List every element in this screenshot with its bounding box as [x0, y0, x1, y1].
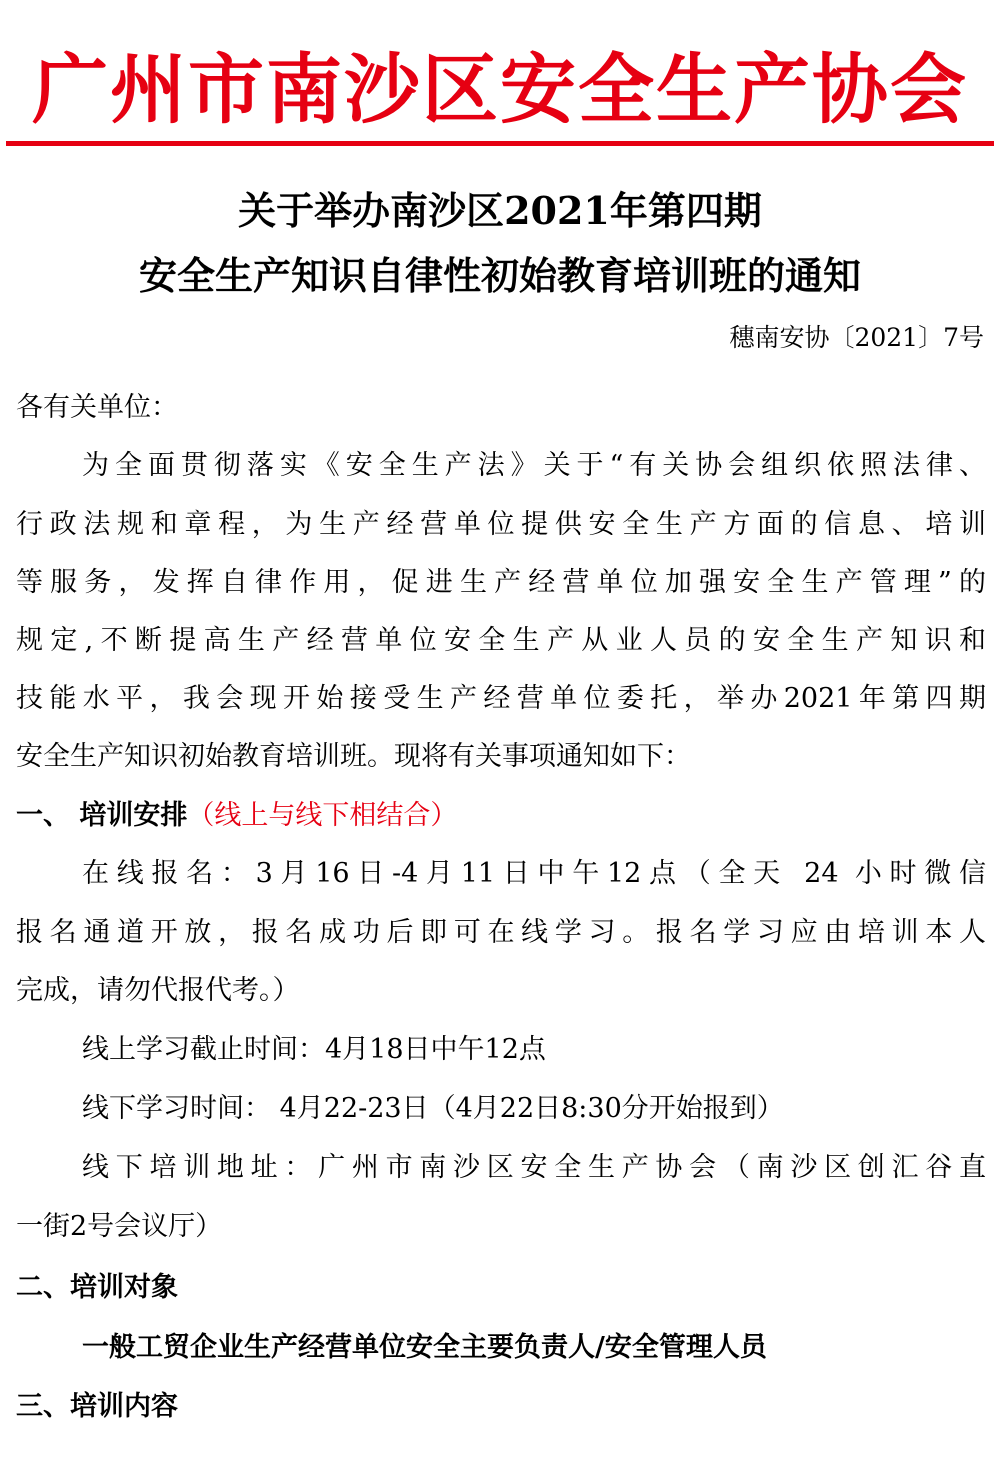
online-deadline: 线上学习截止时间：4月18日中午12点: [82, 1034, 546, 1065]
registration-line: 在线报名：3月16日-4月11日中午12点（全天 24 小时微信: [82, 858, 986, 889]
intro-line: 为全面贯彻落实《安全生产法》关于“有关协会组织依照法律、: [82, 450, 986, 481]
intro-line: 行政法规和章程，为生产经营单位提供安全生产方面的信息、培训: [16, 509, 986, 540]
registration-line: 完成，请勿代报代考。）: [16, 975, 300, 1006]
section1-heading-row: [16, 794, 986, 838]
venue-line: 线下培训地址：广州市南沙区安全生产协会（南沙区创汇谷直: [82, 1152, 986, 1183]
intro-line: 等服务，发挥自律作用，促进生产经营单位加强安全生产管理”的: [16, 567, 986, 598]
salutation: 各有关单位：: [16, 392, 178, 423]
registration-line: 报名通道开放，报名成功后即可在线学习。报名学习应由培训本人: [16, 917, 986, 948]
offline-time: 线下学习时间： 4月22-23日（4月22日8:30分开始报到）: [82, 1093, 784, 1124]
section1-heading: 一、 培训安排: [16, 800, 188, 831]
venue-line: 一街2号会议厅）: [16, 1211, 223, 1242]
letterhead-red-rule: [6, 141, 994, 146]
document-title-line2: 安全生产知识自律性初始教育培训班的通知: [138, 253, 861, 298]
intro-line: 安全生产知识初始教育培训班。现将有关事项通知如下：: [16, 741, 691, 772]
intro-line: 技能水平，我会现开始接受生产经营单位委托，举办2021年第四期: [16, 683, 986, 714]
document-title-line1: 关于举办南沙区2021年第四期: [238, 188, 762, 233]
section1-heading-note: （线上与线下相结合）: [187, 800, 458, 831]
section2-heading: 二、培训对象: [16, 1272, 178, 1303]
document-number: 穗南安协〔2021〕7号: [729, 323, 984, 352]
section2-content: 一般工贸企业生产经营单位安全主要负责人/安全管理人员: [82, 1332, 767, 1363]
letterhead-org-name: 广州市南沙区安全生产协会: [32, 45, 968, 134]
intro-line: 规定,不断提高生产经营单位安全生产从业人员的安全生产知识和: [16, 625, 986, 656]
section3-heading: 三、培训内容: [16, 1391, 178, 1422]
